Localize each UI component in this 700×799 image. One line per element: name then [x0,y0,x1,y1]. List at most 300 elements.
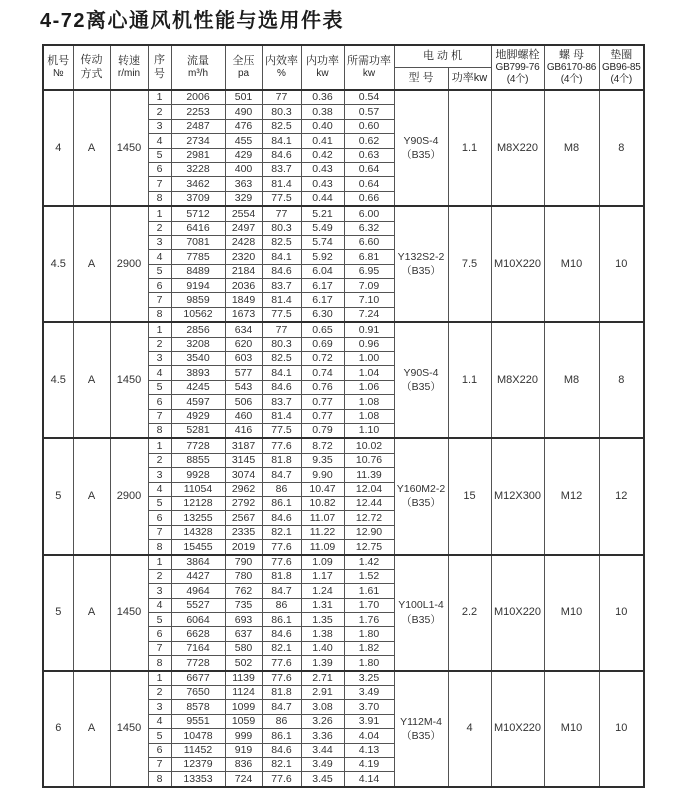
washer-cell: 10 [599,555,644,671]
pressure-cell: 476 [225,119,262,133]
pressure-cell: 790 [225,555,262,570]
efficiency-cell: 81.4 [262,177,301,191]
data-row [43,671,644,686]
required-power-cell: 4.13 [344,743,394,757]
header-line: 传动 [80,54,103,67]
header-line: 地脚螺栓 [495,48,540,61]
required-power-cell: 1.06 [344,380,394,394]
pressure-cell: 637 [225,627,262,641]
power-cell: 2.71 [301,671,344,686]
power-cell: 10.47 [301,482,344,496]
pressure-cell: 1139 [225,671,262,686]
power-cell: 1.38 [301,627,344,641]
data-row [43,206,644,221]
pressure-cell: 999 [225,729,262,743]
efficiency-cell: 77.5 [262,191,301,206]
required-power-cell: 6.81 [344,250,394,264]
power-cell: 6.17 [301,293,344,307]
efficiency-cell: 77.5 [262,423,301,438]
seq-cell: 3 [148,584,171,598]
pressure-cell: 1099 [225,700,262,714]
efficiency-cell: 82.5 [262,352,301,366]
header-line: (4个) [610,74,632,86]
efficiency-cell: 80.3 [262,105,301,119]
drive-type-cell: A [73,90,110,206]
flow-cell: 13255 [171,511,225,525]
required-power-cell: 12.72 [344,511,394,525]
header-line: 所需功率 [347,54,391,67]
flow-cell: 10478 [171,729,225,743]
efficiency-cell: 77 [262,322,301,337]
header-line: 全压 [232,54,255,67]
seq-cell: 8 [148,191,171,206]
flow-cell: 2856 [171,322,225,337]
header-line: 序 [154,54,165,67]
efficiency-cell: 82.5 [262,119,301,133]
pressure-cell: 1673 [225,307,262,322]
power-cell: 10.82 [301,496,344,510]
power-cell: 0.76 [301,380,344,394]
required-power-cell: 6.95 [344,264,394,278]
required-power-cell: 7.09 [344,279,394,293]
pressure-cell: 3145 [225,453,262,467]
power-cell: 3.44 [301,743,344,757]
required-power-cell: 0.64 [344,177,394,191]
required-power-cell: 0.91 [344,322,394,337]
required-power-cell: 0.96 [344,337,394,351]
pressure-cell: 2428 [225,235,262,249]
seq-cell: 7 [148,293,171,307]
power-cell: 5.49 [301,221,344,235]
seq-cell: 4 [148,250,171,264]
power-cell: 0.44 [301,191,344,206]
power-cell: 0.42 [301,148,344,162]
flow-cell: 7081 [171,235,225,249]
flow-cell: 7785 [171,250,225,264]
required-power-cell: 3.91 [344,714,394,728]
col-header-efficiency [262,45,301,90]
efficiency-cell: 81.8 [262,569,301,583]
drive-type-cell: A [73,438,110,554]
pressure-cell: 2184 [225,264,262,278]
pressure-cell: 3187 [225,438,262,453]
header-line: 方式 [80,67,103,80]
power-cell: 3.08 [301,700,344,714]
pressure-cell: 580 [225,641,262,655]
flow-cell: 2981 [171,148,225,162]
flow-cell: 7728 [171,656,225,671]
flow-cell: 4929 [171,409,225,423]
speed-cell: 2900 [110,206,148,322]
pressure-cell: 2554 [225,206,262,221]
power-cell: 1.31 [301,598,344,612]
required-power-cell: 1.10 [344,423,394,438]
efficiency-cell: 86.1 [262,496,301,510]
pressure-cell: 836 [225,757,262,771]
header-line: 内功率 [306,54,339,67]
pressure-cell: 1124 [225,686,262,700]
required-power-cell: 0.54 [344,90,394,105]
required-power-cell: 0.57 [344,105,394,119]
efficiency-cell: 84.6 [262,511,301,525]
required-power-cell: 1.52 [344,569,394,583]
efficiency-cell: 77 [262,90,301,105]
power-cell: 1.40 [301,641,344,655]
power-cell: 6.17 [301,279,344,293]
header-line: kw [316,68,329,80]
seq-cell: 1 [148,322,171,337]
header-line: GB96-85 [601,62,641,74]
flow-cell: 8855 [171,453,225,467]
pressure-cell: 634 [225,322,262,337]
pressure-cell: 2036 [225,279,262,293]
seq-cell: 7 [148,641,171,655]
motor-frame-text: （B35） [401,613,441,626]
required-power-cell: 12.44 [344,496,394,510]
data-row [43,322,644,337]
table-header [43,45,644,90]
efficiency-cell: 77.6 [262,656,301,671]
speed-cell: 2900 [110,438,148,554]
required-power-cell: 0.64 [344,162,394,176]
power-cell: 0.36 [301,90,344,105]
efficiency-cell: 83.7 [262,162,301,176]
speed-cell: 1450 [110,671,148,787]
power-cell: 3.26 [301,714,344,728]
power-cell: 0.38 [301,105,344,119]
flow-cell: 5281 [171,423,225,438]
nut-cell: M8 [544,90,599,206]
efficiency-cell: 84.1 [262,250,301,264]
anchor-bolt-cell: M10X220 [491,671,544,787]
flow-cell: 11054 [171,482,225,496]
efficiency-cell: 82.5 [262,235,301,249]
data-row [43,555,644,570]
motor-model-cell [394,322,448,438]
required-power-cell: 1.04 [344,366,394,380]
col-header-nut [544,45,599,90]
washer-cell: 8 [599,322,644,438]
header-line: 转速 [118,54,140,67]
required-power-cell: 12.90 [344,525,394,539]
required-power-cell: 1.00 [344,352,394,366]
motor-model-text: Y112M-4 [400,715,442,728]
required-power-cell: 12.04 [344,482,394,496]
pressure-cell: 2019 [225,540,262,555]
required-power-cell: 1.08 [344,395,394,409]
seq-cell: 5 [148,380,171,394]
header-line: 内效率 [265,54,298,67]
flow-cell: 2006 [171,90,225,105]
col-header-flow [171,45,225,90]
seq-cell: 4 [148,366,171,380]
power-cell: 0.69 [301,337,344,351]
seq-cell: 6 [148,743,171,757]
flow-cell: 3228 [171,162,225,176]
pressure-cell: 1059 [225,714,262,728]
col-header-required-power [344,45,394,90]
efficiency-cell: 84.1 [262,134,301,148]
efficiency-cell: 82.1 [262,757,301,771]
page-title: 4-72离心通风机性能与选用件表 [40,10,345,32]
power-cell: 0.43 [301,162,344,176]
seq-cell: 5 [148,148,171,162]
col-header-speed [110,45,148,90]
drive-type-cell: A [73,671,110,787]
efficiency-cell: 77.6 [262,438,301,453]
washer-cell: 12 [599,438,644,554]
seq-cell: 8 [148,540,171,555]
seq-cell: 4 [148,714,171,728]
required-power-cell: 3.70 [344,700,394,714]
speed-cell: 1450 [110,322,148,438]
flow-cell: 6677 [171,671,225,686]
motor-model-cell [394,555,448,671]
required-power-cell: 0.60 [344,119,394,133]
efficiency-cell: 77 [262,206,301,221]
motor-model-text: Y160M2-2 [396,483,446,496]
required-power-cell: 4.04 [344,729,394,743]
efficiency-cell: 84.1 [262,366,301,380]
data-row [43,90,644,105]
required-power-cell: 1.42 [344,555,394,570]
flow-cell: 7164 [171,641,225,655]
power-cell: 0.65 [301,322,344,337]
power-cell: 2.91 [301,686,344,700]
pressure-cell: 2567 [225,511,262,525]
efficiency-cell: 84.6 [262,743,301,757]
power-cell: 0.77 [301,409,344,423]
efficiency-cell: 81.8 [262,453,301,467]
seq-cell: 6 [148,162,171,176]
motor-frame-text: （B35） [401,149,441,162]
efficiency-cell: 82.1 [262,641,301,655]
flow-cell: 12379 [171,757,225,771]
power-cell: 1.09 [301,555,344,570]
flow-cell: 9928 [171,468,225,482]
motor-model-cell [394,438,448,554]
header-line: 流量 [187,54,209,67]
power-cell: 0.41 [301,134,344,148]
anchor-bolt-cell: M12X300 [491,438,544,554]
flow-cell: 3208 [171,337,225,351]
efficiency-cell: 82.1 [262,525,301,539]
efficiency-cell: 81.8 [262,686,301,700]
flow-cell: 4964 [171,584,225,598]
drive-type-cell: A [73,206,110,322]
required-power-cell: 12.75 [344,540,394,555]
power-cell: 11.07 [301,511,344,525]
seq-cell: 3 [148,119,171,133]
table-body [43,90,644,787]
flow-cell: 15455 [171,540,225,555]
seq-cell: 8 [148,307,171,322]
required-power-cell: 0.62 [344,134,394,148]
power-cell: 0.79 [301,423,344,438]
power-cell: 9.90 [301,468,344,482]
seq-cell: 3 [148,235,171,249]
motor-frame-text: （B35） [401,381,441,394]
washer-cell: 10 [599,206,644,322]
flow-cell: 9194 [171,279,225,293]
power-cell: 9.35 [301,453,344,467]
flow-cell: 7650 [171,686,225,700]
header-line: (4个) [560,74,583,86]
required-power-cell: 11.39 [344,468,394,482]
seq-cell: 6 [148,511,171,525]
required-power-cell: 3.49 [344,686,394,700]
header-line: pa [237,68,250,80]
efficiency-cell: 86 [262,482,301,496]
required-power-cell: 1.08 [344,409,394,423]
seq-cell: 6 [148,395,171,409]
pressure-cell: 460 [225,409,262,423]
anchor-bolt-cell: M10X220 [491,206,544,322]
flow-cell: 8489 [171,264,225,278]
pressure-cell: 735 [225,598,262,612]
col-header-motor-group: 电 动 机 [394,45,491,68]
motor-frame-text: （B35） [401,265,441,278]
required-power-cell: 7.24 [344,307,394,322]
pressure-cell: 2497 [225,221,262,235]
header-line: GB6170-86 [546,62,597,74]
seq-cell: 5 [148,496,171,510]
nut-cell: M10 [544,671,599,787]
efficiency-cell: 84.7 [262,468,301,482]
motor-model-cell [394,671,448,787]
flow-cell: 4427 [171,569,225,583]
speed-cell: 1450 [110,90,148,206]
flow-cell: 3893 [171,366,225,380]
col-header-motor-power: 功率kw [448,68,491,91]
efficiency-cell: 77.6 [262,772,301,787]
anchor-bolt-cell: M8X220 [491,322,544,438]
flow-cell: 3864 [171,555,225,570]
pressure-cell: 2335 [225,525,262,539]
seq-cell: 7 [148,525,171,539]
flow-cell: 14328 [171,525,225,539]
efficiency-cell: 84.6 [262,264,301,278]
col-header-fan-no [43,45,73,90]
efficiency-cell: 77.5 [262,307,301,322]
motor-model-cell [394,206,448,322]
efficiency-cell: 84.6 [262,380,301,394]
header-line: m³/h [188,68,208,80]
flow-cell: 6416 [171,221,225,235]
seq-cell: 1 [148,90,171,105]
power-cell: 5.92 [301,250,344,264]
speed-cell: 1450 [110,555,148,671]
motor-frame-text: （B35） [401,729,441,742]
power-cell: 3.45 [301,772,344,787]
power-cell: 0.43 [301,177,344,191]
efficiency-cell: 77.6 [262,555,301,570]
power-cell: 1.17 [301,569,344,583]
efficiency-cell: 81.4 [262,293,301,307]
col-header-seq [148,45,171,90]
motor-power-cell: 15 [448,438,491,554]
required-power-cell: 1.80 [344,627,394,641]
header-row-1 [43,45,644,68]
required-power-cell: 6.32 [344,221,394,235]
flow-cell: 3462 [171,177,225,191]
pressure-cell: 762 [225,584,262,598]
header-line: kw [362,68,376,80]
col-header-drive-type [73,45,110,90]
seq-cell: 7 [148,177,171,191]
motor-model-text: Y100L1-4 [398,599,444,612]
power-cell: 1.35 [301,613,344,627]
pressure-cell: 501 [225,90,262,105]
flow-cell: 11452 [171,743,225,757]
efficiency-cell: 77.6 [262,540,301,555]
required-power-cell: 1.80 [344,656,394,671]
required-power-cell: 4.19 [344,757,394,771]
flow-cell: 13353 [171,772,225,787]
flow-cell: 3540 [171,352,225,366]
pressure-cell: 1849 [225,293,262,307]
required-power-cell: 0.63 [344,148,394,162]
seq-cell: 1 [148,671,171,686]
efficiency-cell: 83.7 [262,395,301,409]
anchor-bolt-cell: M8X220 [491,90,544,206]
motor-power-cell: 1.1 [448,322,491,438]
flow-cell: 9859 [171,293,225,307]
pressure-cell: 502 [225,656,262,671]
power-cell: 1.24 [301,584,344,598]
seq-cell: 2 [148,337,171,351]
seq-cell: 4 [148,134,171,148]
required-power-cell: 0.66 [344,191,394,206]
seq-cell: 2 [148,686,171,700]
seq-cell: 2 [148,221,171,235]
header-line: № [52,68,64,80]
seq-cell: 1 [148,438,171,453]
pressure-cell: 543 [225,380,262,394]
pressure-cell: 455 [225,134,262,148]
efficiency-cell: 80.3 [262,337,301,351]
seq-cell: 5 [148,613,171,627]
flow-cell: 4597 [171,395,225,409]
efficiency-cell: 86.1 [262,729,301,743]
power-cell: 6.04 [301,264,344,278]
seq-cell: 5 [148,729,171,743]
drive-type-cell: A [73,322,110,438]
pressure-cell: 620 [225,337,262,351]
flow-cell: 5527 [171,598,225,612]
motor-power-cell: 1.1 [448,90,491,206]
required-power-cell: 6.00 [344,206,394,221]
power-cell: 11.22 [301,525,344,539]
header-line: 垫圈 [610,48,633,61]
efficiency-cell: 84.7 [262,584,301,598]
flow-cell: 3709 [171,191,225,206]
seq-cell: 8 [148,772,171,787]
flow-cell: 6628 [171,627,225,641]
motor-power-cell: 2.2 [448,555,491,671]
power-cell: 6.30 [301,307,344,322]
pressure-cell: 429 [225,148,262,162]
pressure-cell: 919 [225,743,262,757]
flow-cell: 6064 [171,613,225,627]
pressure-cell: 693 [225,613,262,627]
col-header-pressure [225,45,262,90]
fan-no-cell: 6 [43,671,73,787]
required-power-cell: 10.76 [344,453,394,467]
pressure-cell: 780 [225,569,262,583]
pressure-cell: 506 [225,395,262,409]
col-header-washer [599,45,644,90]
